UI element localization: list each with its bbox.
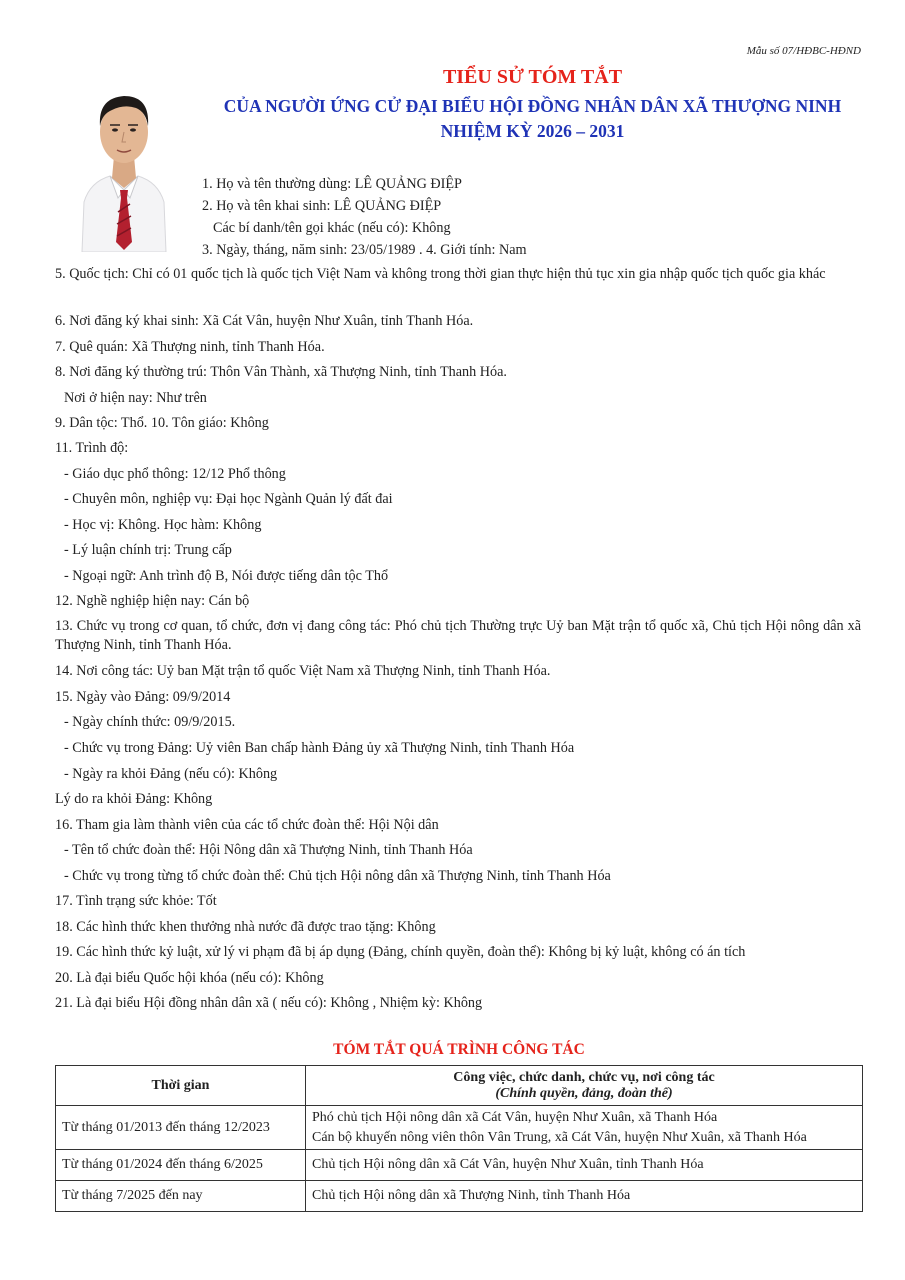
field-specialty: - Chuyên môn, nghiệp vụ: Đại học Ngành Quản lý đất đai xyxy=(64,491,393,507)
field-birth-registration: 6. Nơi đăng ký khai sinh: Xã Cát Vân, huyện Như Xuân, tỉnh Thanh Hóa. xyxy=(55,313,474,329)
field-aliases: Các bí danh/tên gọi khác (nếu có): Không xyxy=(213,220,451,236)
field-discipline: 19. Các hình thức kỷ luật, xử lý vi phạm đã bị áp dụng (Đảng, chính quyền, đoàn thể): Không bị kỷ luật, không có án tích xyxy=(55,944,746,960)
row-time: Từ tháng 01/2024 đến tháng 6/2025 xyxy=(56,1150,306,1181)
document-title: TIỂU SỬ TÓM TẮT xyxy=(442,66,623,88)
field-awards: 18. Các hình thức khen thưởng nhà nước đã được trao tặng: Không xyxy=(55,919,436,935)
field-birth-name: 2. Họ và tên khai sinh: LÊ QUẢNG ĐIỆP xyxy=(202,198,442,214)
field-organizations: 16. Tham gia làm thành viên của các tổ chức đoàn thể: Hội Nội dân xyxy=(55,817,439,833)
column-header-detail-line2: (Chính quyền, đảng, đoàn thể) xyxy=(495,1085,673,1101)
field-organization-position: - Chức vụ trong từng tổ chức đoàn thể: Chủ tịch Hội nông dân xã Thượng Ninh, tỉnh Thanh Hóa xyxy=(64,868,611,884)
field-degree: - Học vị: Không. Học hàm: Không xyxy=(64,517,262,533)
field-position: 13. Chức vụ trong cơ quan, tổ chức, đơn vị đang công tác: Phó chủ tịch Thường trực Uỷ ban Mặt trận tổ quốc xã, Chủ tịch Hội nông dân xã Thượng Ninh, tỉnh Thanh Hóa. xyxy=(55,618,861,653)
field-party-leave-reason: Lý do ra khỏi Đảng: Không xyxy=(55,791,213,807)
row-detail: Chủ tịch Hội nông dân xã Thượng Ninh, tỉnh Thanh Hóa xyxy=(306,1181,863,1212)
row-detail-line: Cán bộ khuyến nông viên thôn Vân Trung, xã Cát Vân, huyện Như Xuân, xã Thanh Hóa xyxy=(312,1129,807,1145)
term-subtitle: NHIỆM KỲ 2026 – 2031 xyxy=(440,121,625,141)
field-permanent-residence: 8. Nơi đăng ký thường trú: Thôn Vân Thành, xã Thượng Ninh, tỉnh Thanh Hóa. xyxy=(55,364,507,380)
field-party-position: - Chức vụ trong Đảng: Uỷ viên Ban chấp hành Đảng ủy xã Thượng Ninh, tỉnh Thanh Hóa xyxy=(64,740,575,756)
column-header-detail-line1: Công việc, chức danh, chức vụ, nơi công tác xyxy=(453,1069,715,1085)
field-political-theory: - Lý luận chính trị: Trung cấp xyxy=(64,542,232,558)
row-detail xyxy=(306,1106,863,1150)
table-header-row xyxy=(56,1066,863,1106)
row-time: Từ tháng 01/2013 đến tháng 12/2023 xyxy=(56,1106,306,1150)
portrait-photo xyxy=(80,82,168,252)
field-occupation: 12. Nghề nghiệp hiện nay: Cán bộ xyxy=(55,593,250,609)
field-common-name: 1. Họ và tên thường dùng: LÊ QUẢNG ĐIỆP xyxy=(202,176,462,192)
field-nationality: 5. Quốc tịch: Chỉ có 01 quốc tịch là quốc tịch Việt Nam và không trong thời gian thực hiện thủ tục xin gia nhập quốc tịch quốc gia khác xyxy=(55,266,826,282)
field-national-assembly: 20. Là đại biểu Quốc hội khóa (nếu có): Không xyxy=(55,970,324,986)
table-row xyxy=(56,1150,863,1181)
field-workplace: 14. Nơi công tác: Uỷ ban Mặt trận tổ quốc Việt Nam xã Thượng Ninh, tỉnh Thanh Hóa. xyxy=(55,663,551,679)
work-history-table xyxy=(55,1065,863,1212)
field-council-delegate: 21. Là đại biểu Hội đồng nhân dân xã ( nếu có): Không , Nhiệm kỳ: Không xyxy=(55,995,483,1011)
field-current-residence: Nơi ở hiện nay: Như trên xyxy=(64,390,207,406)
table-row xyxy=(56,1106,863,1150)
field-health: 17. Tình trạng sức khỏe: Tốt xyxy=(55,893,217,909)
form-code: Mẫu số 07/HĐBC-HĐND xyxy=(746,45,861,57)
field-education-heading: 11. Trình độ: xyxy=(55,440,129,456)
column-header-time: Thời gian xyxy=(56,1066,306,1106)
field-party-join-date: 15. Ngày vào Đảng: 09/9/2014 xyxy=(55,689,231,705)
field-party-official-date: - Ngày chính thức: 09/9/2015. xyxy=(64,714,236,730)
field-organization-name: - Tên tổ chức đoàn thể: Hội Nông dân xã Thượng Ninh, tỉnh Thanh Hóa xyxy=(64,842,473,858)
field-general-education: - Giáo dục phổ thông: 12/12 Phổ thông xyxy=(64,466,286,482)
row-time: Từ tháng 7/2025 đến nay xyxy=(56,1181,306,1212)
row-detail-line: Phó chủ tịch Hội nông dân xã Cát Vân, huyện Như Xuân, xã Thanh Hóa xyxy=(312,1109,718,1125)
table-row xyxy=(56,1181,863,1212)
field-ethnicity-religion: 9. Dân tộc: Thổ. 10. Tôn giáo: Không xyxy=(55,415,269,431)
field-foreign-language: - Ngoại ngữ: Anh trình độ B, Nói được tiếng dân tộc Thổ xyxy=(64,568,389,584)
row-detail: Chủ tịch Hội nông dân xã Cát Vân, huyện Như Xuân, tỉnh Thanh Hóa xyxy=(306,1150,863,1181)
work-history-title: TÓM TẮT QUÁ TRÌNH CÔNG TÁC xyxy=(333,1041,585,1058)
field-dob-gender: 3. Ngày, tháng, năm sinh: 23/05/1989 . 4. Giới tính: Nam xyxy=(202,242,527,258)
field-hometown: 7. Quê quán: Xã Thượng ninh, tỉnh Thanh Hóa. xyxy=(55,339,325,355)
field-party-leave-date: - Ngày ra khỏi Đảng (nếu có): Không xyxy=(64,766,278,782)
document-subtitle: CỦA NGƯỜI ỨNG CỬ ĐẠI BIỂU HỘI ĐỒNG NHÂN DÂN XÃ THƯỢNG NINH xyxy=(223,96,842,116)
column-header-detail xyxy=(306,1066,863,1106)
